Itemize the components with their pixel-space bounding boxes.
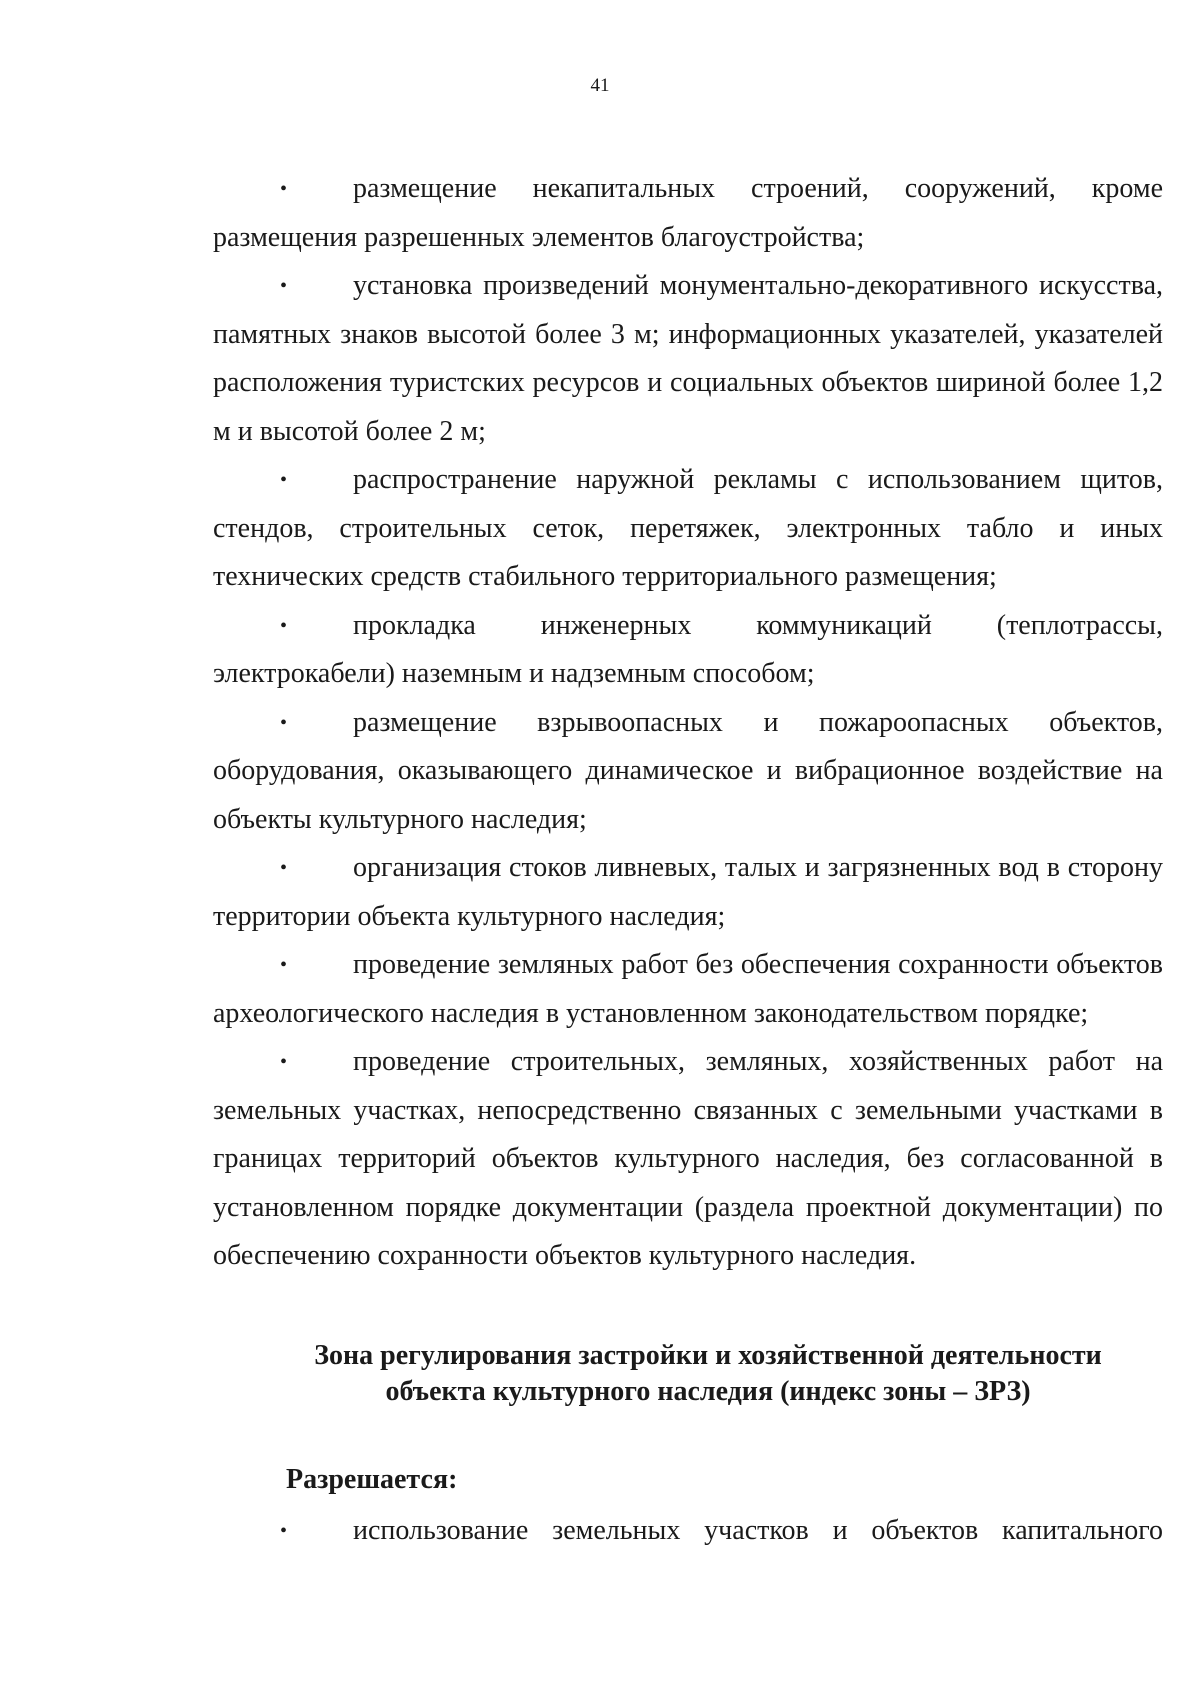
section-heading-line: Зона регулирования застройки и хозяйственной деятельности (314, 1339, 1102, 1371)
list-item-text: организация стоков ливневых, талых и загрязненных вод в сторону территории объекта культурного наследия; (213, 852, 1163, 932)
page-number: 41 (590, 75, 610, 96)
list-item (213, 456, 1163, 602)
list-item (213, 1507, 1163, 1556)
bullet-icon: • (280, 275, 288, 297)
list-item-text: проведение строительных, земляных, хозяйственных работ на земельных участках, непосредственно связанных с земельными участками в границах территорий объектов культурного наследия, без согласованной в установленном порядке документации (раздела проектной документации) по обеспечению сохранности объектов культурного наследия. (213, 1046, 1163, 1271)
list-item (213, 699, 1163, 845)
bullet-icon: • (280, 1519, 288, 1542)
list-item-text: использование земельных участков и объектов капитального (353, 1514, 1163, 1546)
bullet-icon: • (280, 711, 288, 734)
section-heading-line: объекта культурного наследия (индекс зоны – ЗРЗ) (385, 1375, 1031, 1407)
list-item (213, 602, 1163, 699)
section-heading (213, 1338, 1163, 1410)
list-item-text: размещение некапитальных строений, сооружений, кроме размещения разрешенных элементов благоустройства; (213, 173, 1163, 253)
list-item-text: прокладка инженерных коммуникаций (теплотрассы, электрокабели) наземным и надземным способом; (213, 609, 1163, 689)
list-item (213, 941, 1163, 1038)
document-body (213, 165, 1163, 1555)
bullet-icon: • (280, 614, 288, 637)
list-item-text: проведение земляных работ без обеспечения сохранности объектов археологического наследия в установленном законодательством порядке; (213, 949, 1163, 1029)
allowed-label: Разрешается: (286, 1463, 458, 1495)
list-item (213, 165, 1163, 262)
bullet-icon: • (280, 178, 288, 200)
bullet-icon: • (280, 857, 288, 879)
list-item-text: установка произведений монументально-декоративного искусства, памятных знаков высотой более 3 м; информационных указателей, указателей расположения туристских ресурсов и социальных объектов шириной более 1,2 м и высотой более 2 м; (213, 270, 1163, 447)
list-item (213, 844, 1163, 941)
list-item (213, 262, 1163, 456)
list-item (213, 1038, 1163, 1281)
bullet-icon: • (280, 1051, 288, 1073)
bullet-icon: • (280, 469, 288, 491)
bullet-icon: • (280, 954, 288, 976)
list-item-text: распространение наружной рекламы с использованием щитов, стендов, строительных сеток, перетяжек, электронных табло и иных технических средств стабильного территориального размещения; (213, 464, 1163, 592)
list-item-text: размещение взрывоопасных и пожароопасных объектов, оборудования, оказывающего динамическое и вибрационное воздействие на объекты культурного наследия; (213, 706, 1163, 835)
